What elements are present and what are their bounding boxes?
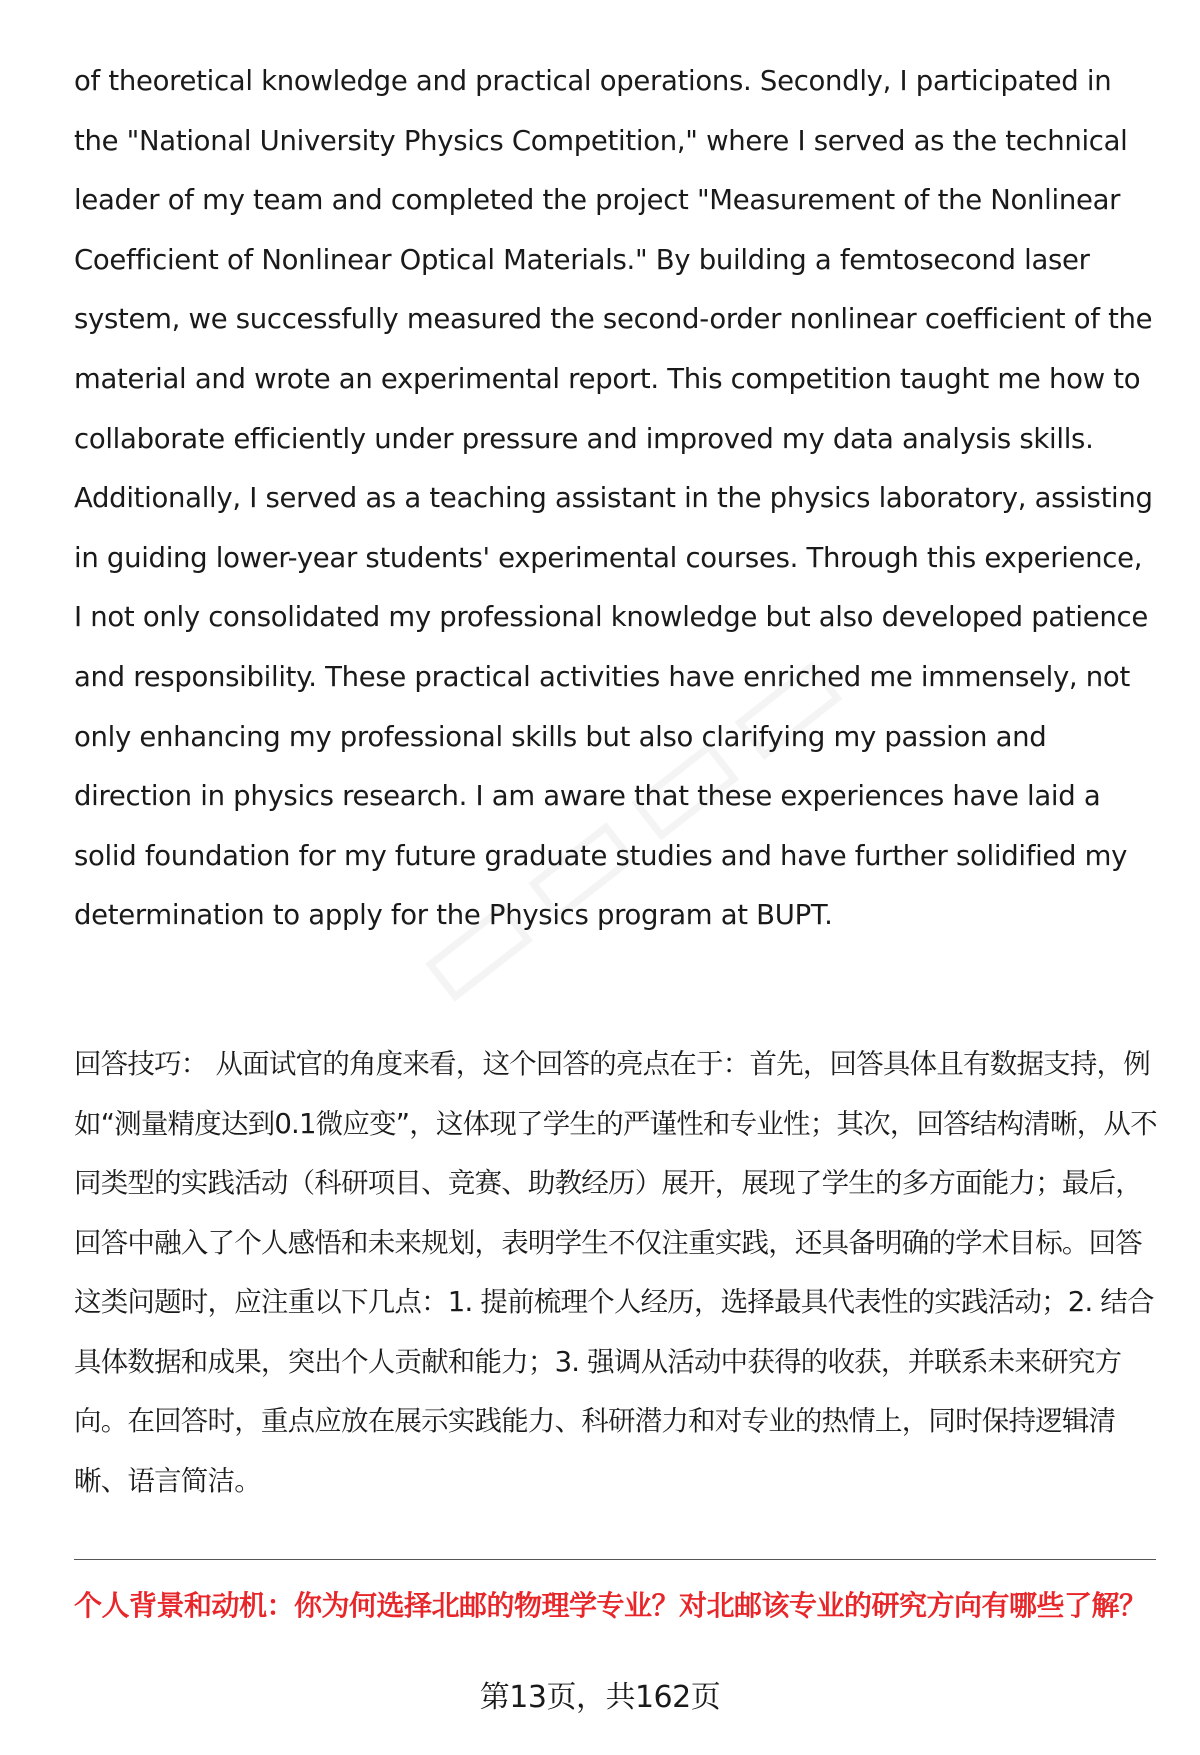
page-number-footer: 第13页，共162页 [479,1680,721,1715]
sample-answer-paragraph: of theoretical knowledge and practical operations. Secondly, I participated in the "National University Physics Competition," where I served as the technical leader of my team and completed the project "Measurement of the Nonlinear Coefficient of Nonlinear Optical Materials." By building a femtosecond laser system, we successfully measured the second-order nonlinear coefficient of the material and wrote an experimental report. This competition taught me how to collaborate efficiently under pressure and improved my data analysis skills. Additionally, I served as a teaching assistant in the physics laboratory, assisting in guiding lower-year students' experimental courses. Through this experience, I not only consolidated my professional knowledge but also developed patience and responsibility. These practical activities have enriched me immensely, not only enhancing my professional skills but also clarifying my passion and direction in physics research. I am aware that these experiences have laid a solid foundation for my future graduate studies and have further solidified my determination to apply for the Physics program at BUPT. [74,65,1153,932]
next-question-heading: 个人背景和动机：你为何选择北邮的物理学专业？对北邮该专业的研究方向有哪些了解？ [74,1589,1147,1622]
section-divider [74,1559,1156,1560]
answer-tips-paragraph: 回答技巧： 从面试官的角度来看，这个回答的亮点在于：首先，回答具体且有数据支持，例如“测量精度达到0.1微应变”，这体现了学生的严谨性和专业性；其次，回答结构清晰，从不同类型的实践活动（科研项目、竞赛、助教经历）展开，展现了学生的多方面能力；最后，回答中融入了个人感悟和未来规划，表明学生不仅注重实践，还具备明确的学术目标。回答这类问题时，应注重以下几点：1. 提前梳理个人经历，选择最具代表性的实践活动；2. 结合具体数据和成果，突出个人贡献和能力；3. 强调从活动中获得的收获，并联系未来研究方向。在回答时，重点应放在展示实践能力、科研潜力和对专业的热情上，同时保持逻辑清晰、语言简洁。 [74,1048,1157,1497]
